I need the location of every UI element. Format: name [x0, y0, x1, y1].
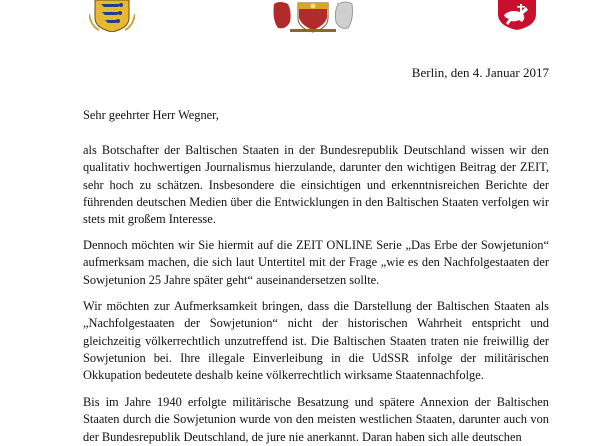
- salutation: Sehr geehrter Herr Wegner,: [83, 108, 219, 122]
- body-paragraph: als Botschafter der Baltischen Staaten in der Bundesrepublik Deutschland wissen wir den qualitativ hochwertigen Journalismus hierzulande, darunter den wichtigen Beitrag der ZEIT, sehr hoch zu schätzen. Insbesondere die einsichtigen und erkenntnisreichen Berichte der führenden deutschen Medien über die Entwicklungen in den Baltischen Staaten verfolgen wir stets mit großem Interesse.: [83, 143, 549, 227]
- body-paragraph: Wir möchten zur Aufmerksamkeit bringen, dass die Darstellung der Baltischen Staaten als „Nachfolgestaaten der Sowjetunion“ nicht der historischen Wahrheit entspricht und gleichzeitig völkerrechtlich unzutreffend ist. Die Baltischen Staaten traten nie freiwillig der Sowjetunion bei. Ihre illegale Einverleibung in die UdSSR infolge der militärischen Okkupation bedeutete deshalb keine völkerrechtlich wirksame Staatennachfolge.: [83, 299, 549, 383]
- date-line: Berlin, den 4. Januar 2017: [411, 65, 549, 80]
- body-paragraph: Bis im Jahre 1940 erfolgte militärische Besatzung und spätere Annexion der Baltischen Staaten durch die Sowjetunion wurde von den meisten westlichen Staaten, darunter auch von der Bundesrepublik Deutschland, de jure nie anerkannt. Daran haben sich alle deutschen: [83, 395, 549, 444]
- estonia-coat-of-arms-icon: [89, 0, 135, 32]
- letterhead-crests: [0, 0, 600, 34]
- lithuania-coat-of-arms-icon: [496, 0, 538, 30]
- body-paragraph: Dennoch möchten wir Sie hiermit auf die ZEIT ONLINE Serie „Das Erbe der Sowjetunion“ aufmerksam machen, die sich laut Untertitel mit der Frage „wie es den Nachfolgestaaten der Sowjetunion 25 Jahre später geht“ auseinandersetzen sollte.: [83, 238, 549, 287]
- latvia-coat-of-arms-icon: [270, 0, 356, 33]
